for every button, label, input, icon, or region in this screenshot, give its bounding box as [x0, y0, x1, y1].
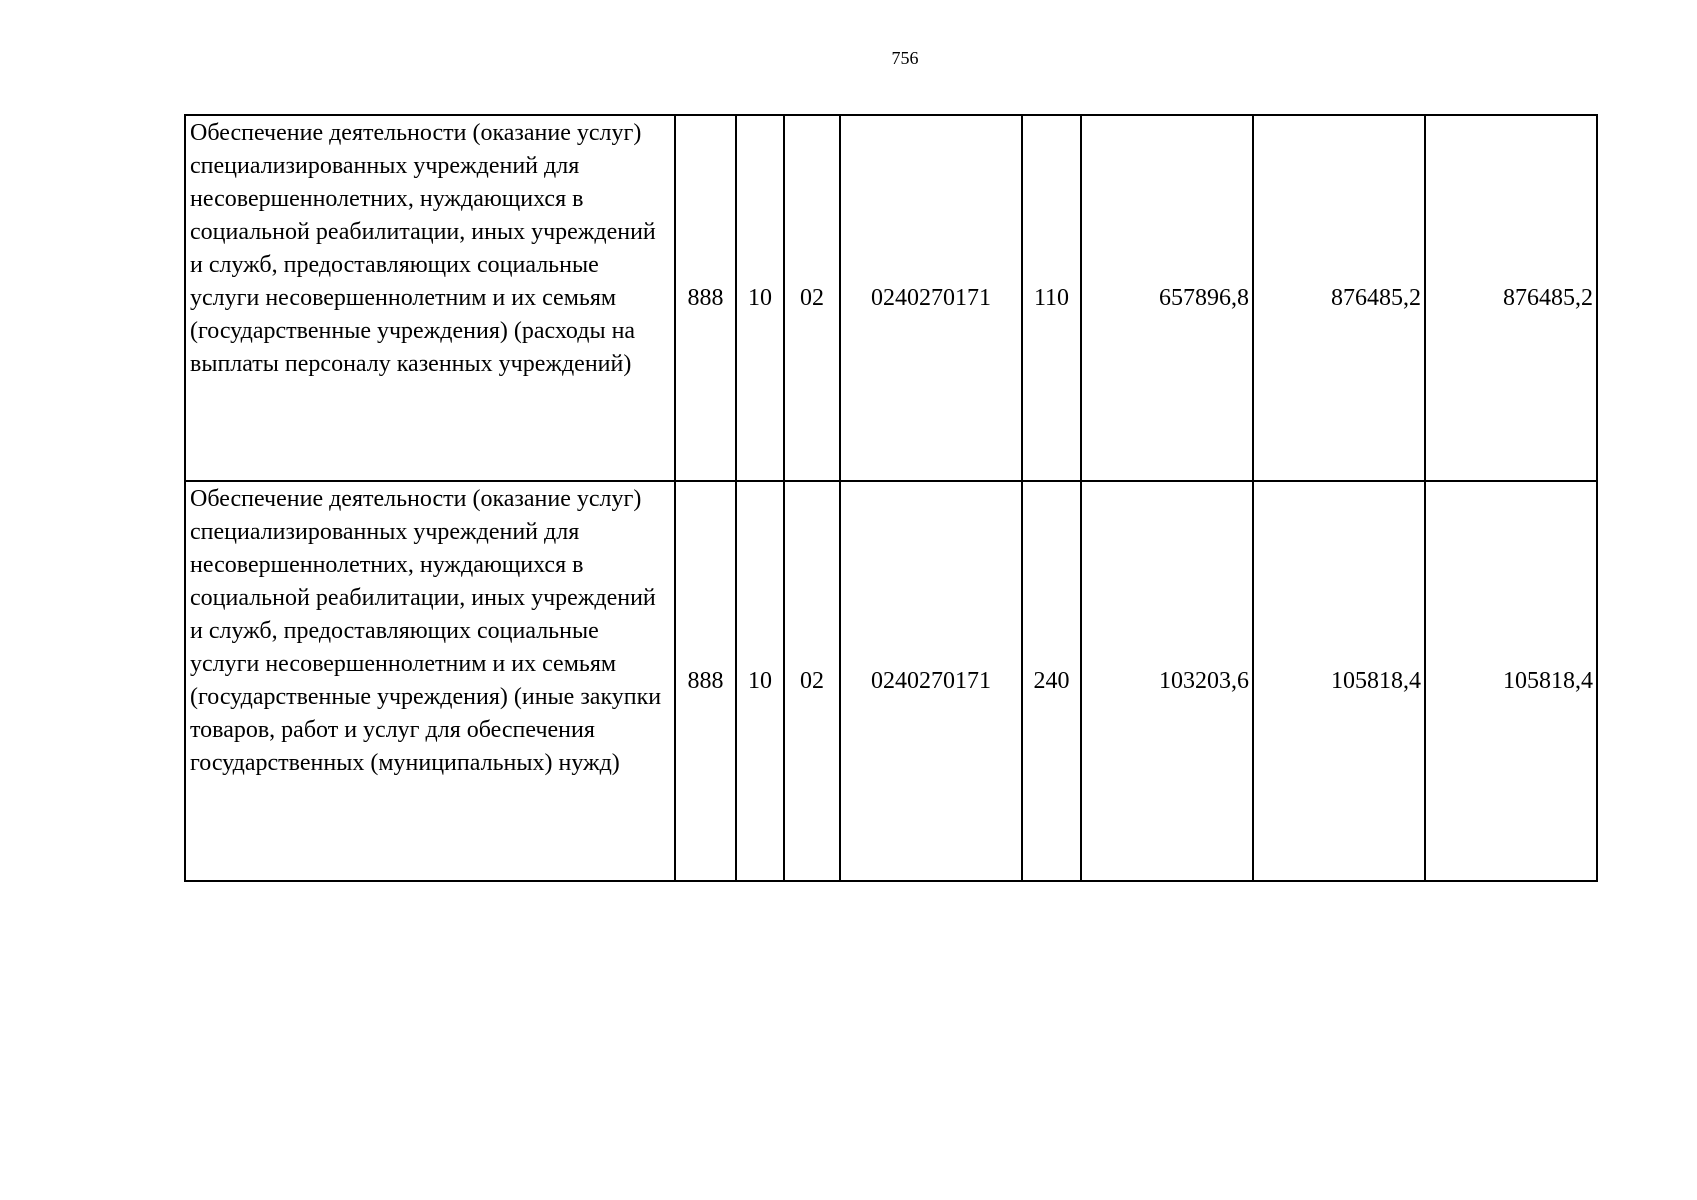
row-description: Обеспечение деятельности (оказание услуг) специализированных учреждений для несовершеннолетних, нуждающихся в социальной реабилитации, иных учреждений и служб, предоставляющих социальные услуги несовершеннолетним и их семьям (государственные учреждения) (расходы на выплаты персоналу казенных учреждений)	[185, 115, 675, 481]
subsection-cell: 02	[784, 481, 840, 881]
target-article-cell: 0240270171	[840, 481, 1022, 881]
target-article-cell: 0240270171	[840, 115, 1022, 481]
subsection-cell: 02	[784, 115, 840, 481]
ministry-code-cell: 888	[675, 115, 736, 481]
section-cell: 10	[736, 115, 784, 481]
table-row	[185, 115, 1597, 481]
budget-table	[184, 114, 1598, 882]
section-cell: 10	[736, 481, 784, 881]
page-number: 756	[891, 48, 919, 68]
row-description: Обеспечение деятельности (оказание услуг) специализированных учреждений для несовершеннолетних, нуждающихся в социальной реабилитации, иных учреждений и служб, предоставляющих социальные услуги несовершеннолетним и их семьям (государственные учреждения) (иные закупки товаров, работ и услуг для обеспечения государственных (муниципальных) нужд)	[185, 481, 675, 881]
expense-type-cell: 110	[1022, 115, 1081, 481]
amount-1-cell: 657896,8	[1081, 115, 1253, 481]
ministry-code-cell: 888	[675, 481, 736, 881]
amount-2-cell: 105818,4	[1253, 481, 1425, 881]
amount-3-cell: 876485,2	[1425, 115, 1597, 481]
amount-2-cell: 876485,2	[1253, 115, 1425, 481]
amount-1-cell: 103203,6	[1081, 481, 1253, 881]
amount-3-cell: 105818,4	[1425, 481, 1597, 881]
table-row	[185, 481, 1597, 881]
expense-type-cell: 240	[1022, 481, 1081, 881]
